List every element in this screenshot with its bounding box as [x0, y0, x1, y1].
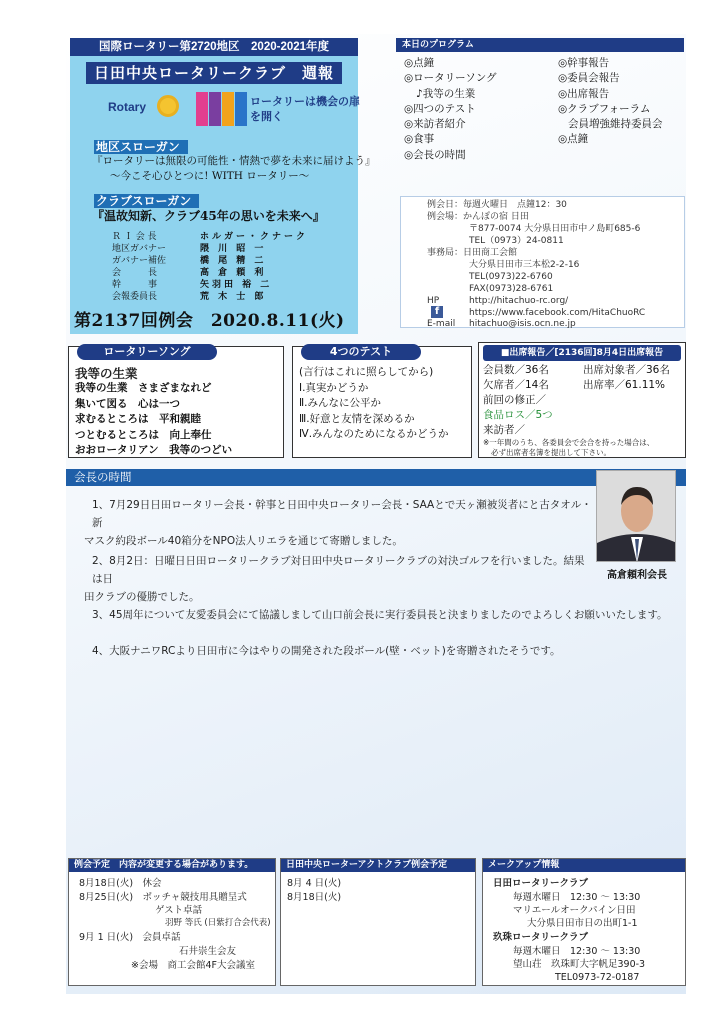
schedule-header: 例会予定 内容が変更する場合があります。	[69, 859, 275, 872]
officer-role: 会 長	[112, 268, 158, 278]
club-slogan-label: クラブスローガン	[94, 194, 199, 208]
meeting-number: 第2137回例会 2020.8.11(火)	[74, 311, 345, 331]
president-caption: 高倉頼利会長	[607, 570, 667, 581]
rotaract-line: 8月 4 日(火)	[287, 878, 342, 889]
info-venue: 例会場：かんぽの宿 日田	[427, 212, 529, 222]
schedule-line: 羽野 等氏 (日紫打合会代表)	[165, 918, 271, 928]
attendance-rate: 出席率／61.11%	[583, 379, 666, 391]
president-section-bar: 会長の時間	[66, 469, 686, 486]
president-paragraph	[84, 496, 594, 550]
program-item: ◎四つのテスト	[404, 102, 476, 115]
schedule-line: 石井崇生会友	[179, 946, 237, 957]
song-name: 我等の生業	[75, 366, 138, 381]
email-link[interactable]: hitachuo@isis.ocn.ne.jp	[469, 319, 576, 329]
program-item: ◎点鐘	[404, 57, 435, 69]
info-meeting-day: 例会日：毎週火曜日 点鐘12：30	[427, 200, 567, 210]
makeup-line: 毎週水曜日 12:30 ～ 13:30	[513, 892, 641, 903]
program-item: ◎点鐘	[558, 133, 589, 146]
info-office-tel: TEL(0973)22-6760	[469, 272, 553, 282]
schedule-line: 8月25日(火) ボッチャ競技用具贈呈式	[79, 892, 247, 903]
program-item: ◎ロータリーソング	[404, 72, 497, 85]
attendance-absent: 欠席者／14名	[483, 379, 549, 391]
program-right-list	[558, 56, 684, 148]
schedule-line: ※会場 商工会館4F大会議室	[131, 960, 255, 971]
paragraph-line: 4、大阪ナニワRCより日田市に今はやりの開発された段ボール(壁・ベット)を寄贈されたそうです。	[92, 645, 561, 657]
schedule-box	[68, 858, 276, 986]
district-slogan-label-wrap	[94, 136, 188, 155]
attendance-note	[483, 438, 654, 457]
officer-name: 橋 尾 精 二	[200, 256, 267, 266]
club-info-box	[400, 196, 685, 328]
makeup-club-name: 玖珠ロータリークラブ	[493, 932, 589, 943]
doors-logo-icon	[196, 92, 248, 126]
song-title: ロータリーソング	[77, 344, 217, 360]
song-lyrics	[75, 381, 232, 459]
test-line: (言行はこれに照らしてから)	[299, 366, 434, 378]
program-item: ◎委員会報告	[558, 72, 620, 85]
district-band: 国際ロータリー第2720地区 2020-2021年度	[70, 38, 358, 56]
officer-row	[112, 255, 352, 267]
makeup-box	[482, 858, 686, 986]
officer-row	[112, 279, 352, 291]
officer-name: ホルガー・クナーク	[200, 232, 309, 242]
officer-name: 荒 木 士 郎	[200, 292, 267, 302]
test-line: Ⅳ.みんなのためになるかどうか	[299, 428, 449, 440]
rotary-wheel-icon	[157, 95, 179, 117]
rotary-logo-text: Rotary	[108, 100, 147, 114]
attendance-note-line: 必ず出席者名簿を提出して下さい。	[491, 447, 611, 457]
four-test-title: 4つのテスト	[301, 344, 421, 360]
program-header: 本日のプログラム	[396, 38, 684, 52]
facebook-icon: f	[431, 306, 443, 318]
officer-role: 幹 事	[112, 280, 158, 290]
officer-row	[112, 243, 352, 255]
hp-link[interactable]: http://hitachuo-rc.org/	[469, 296, 569, 306]
four-test-list	[299, 365, 449, 443]
lyric-line: 我等の生業 さまざまなれど	[75, 382, 212, 394]
facebook-link[interactable]: https://www.facebook.com/HitaChuoRC	[469, 308, 646, 318]
program-item: ◎幹事報告	[558, 57, 610, 69]
officer-row	[112, 267, 352, 279]
officer-name: 矢羽田 裕 二	[200, 280, 273, 290]
info-office-address: 大分県日田市三本松2-2-16	[469, 260, 580, 270]
paragraph-line: 1、7月29日日田ロータリー会長・幹事と日田中央ロータリー会長・SAAとで天ヶ瀬被災者にと古タオル・新	[92, 499, 592, 529]
test-line: Ⅱ.みんなに公平か	[299, 397, 382, 409]
district-slogan-2: ～今こそ心ひとつに! WITH ロータリー～	[110, 170, 310, 182]
club-slogan-label-wrap	[94, 190, 199, 209]
test-line: Ⅲ.好意と友情を深めるか	[299, 412, 415, 425]
info-office-fax: FAX(0973)28-6761	[469, 284, 554, 294]
attendance-title: ■出席報告／[2136回]8月4日出席報告	[483, 345, 681, 361]
attendance-correction: 前回の修正／	[483, 394, 546, 406]
district-slogan-label: 地区スローガン	[94, 140, 188, 154]
schedule-line: ゲスト卓話	[155, 905, 203, 916]
theme-text: ロータリーは機会の扉を開く	[250, 95, 360, 123]
officer-role: Ｒ Ｉ 会 長	[112, 232, 157, 242]
district-slogan-1: 『ロータリーは無限の可能性・情熱で夢を未来に届けよう』	[92, 155, 376, 167]
test-line: Ⅰ.真実かどうか	[299, 381, 369, 394]
song-box	[68, 346, 284, 458]
paragraph-line: 2、8月2日：日曜日日田ロータリークラブ対日田中央ロータリークラブの対決ゴルフを行いました。結果は日	[92, 555, 585, 585]
paragraph-line: 3、45周年について友愛委員会にて協議しまして山口前会長に実行委員長と決まりましたのでよろしくお願いいたします。	[92, 609, 668, 621]
paragraph-line: 田クラブの優勝でした。	[84, 591, 200, 603]
program-item: ◎食事	[404, 133, 435, 146]
makeup-club-name: 日田ロータリークラブ	[493, 878, 589, 889]
officer-name: 隈 川 昭 一	[200, 244, 267, 254]
program-item: 会員増強維持委員会	[568, 118, 663, 131]
paragraph-line: マスク約段ボール40箱分をNPO法人リエラを通じて寄贈しました。	[84, 535, 403, 547]
program-item: ◎会長の時間	[404, 148, 466, 161]
officer-role: 会報委員長	[112, 292, 158, 302]
officer-row	[112, 231, 352, 243]
attendance-visitors: 来訪者／	[483, 424, 525, 436]
president-paragraph	[84, 552, 594, 606]
four-test-box	[292, 346, 472, 458]
rotaract-box	[280, 858, 476, 986]
attendance-note-line: ※一年間のうち、各委員会で会合を持った場合は、	[483, 438, 655, 447]
rotaract-header: 日田中央ローターアクトクラブ例会予定	[281, 859, 475, 872]
info-venue-address: 〒877-0074 大分県日田市中ノ島町685-6	[469, 224, 641, 234]
attendance-members: 会員数／36名	[483, 364, 549, 376]
email-label: E-mail	[427, 319, 456, 329]
officer-role: 地区ガバナー	[112, 244, 167, 254]
info-venue-tel: TEL（0973）24-0811	[469, 236, 564, 246]
lyric-line: 集いて図る 心は一つ	[75, 397, 180, 410]
officer-row	[112, 291, 352, 303]
lyric-line: おおロータリアン 我等のつどい	[75, 444, 233, 456]
portrait-image	[597, 471, 676, 562]
program-item: ◎出席報告	[558, 87, 610, 100]
makeup-line: 大分県日田市日の出町1-1	[527, 918, 638, 929]
makeup-header: メークアップ情報	[483, 859, 685, 872]
attendance-target: 出席対象者／36名	[583, 364, 670, 376]
hp-label: HP	[427, 296, 440, 306]
president-photo	[596, 470, 676, 562]
program-item: ◎クラブフォーラム	[558, 102, 651, 115]
lyric-line: 求むるところは 平和親睦	[75, 413, 201, 425]
club-banner: 日田中央ロータリークラブ 週報	[86, 62, 342, 84]
schedule-line: 9月 1 日(火) 会員卓話	[79, 932, 181, 943]
makeup-line: 望山荘 玖珠町大字帆足390-3	[513, 959, 646, 970]
program-left-list	[404, 56, 554, 163]
lyric-line: つとむるところは 向上奉仕	[75, 428, 212, 441]
program-item: ♪我等の生業	[416, 87, 476, 100]
info-office: 事務局：日田商工会館	[427, 248, 518, 258]
makeup-line: マリエールオークパイン日田	[513, 905, 636, 916]
schedule-line: 8月18日(火) 休会	[79, 878, 162, 889]
makeup-line: TEL0973-72-0187	[555, 972, 640, 983]
makeup-line: 毎週木曜日 12:30 ～ 13:30	[513, 946, 641, 957]
officer-name: 高 倉 頼 利	[200, 268, 267, 278]
attendance-box	[478, 342, 686, 458]
club-slogan: 『温故知新、クラブ45年の思いを未来へ』	[92, 209, 325, 223]
program-item: ◎来訪者紹介	[404, 118, 466, 131]
officer-role: ガバナー補佐	[112, 256, 167, 266]
rotaract-line: 8月18日(火)	[287, 892, 342, 903]
attendance-food-loss: 食品ロス／5つ	[483, 409, 553, 421]
